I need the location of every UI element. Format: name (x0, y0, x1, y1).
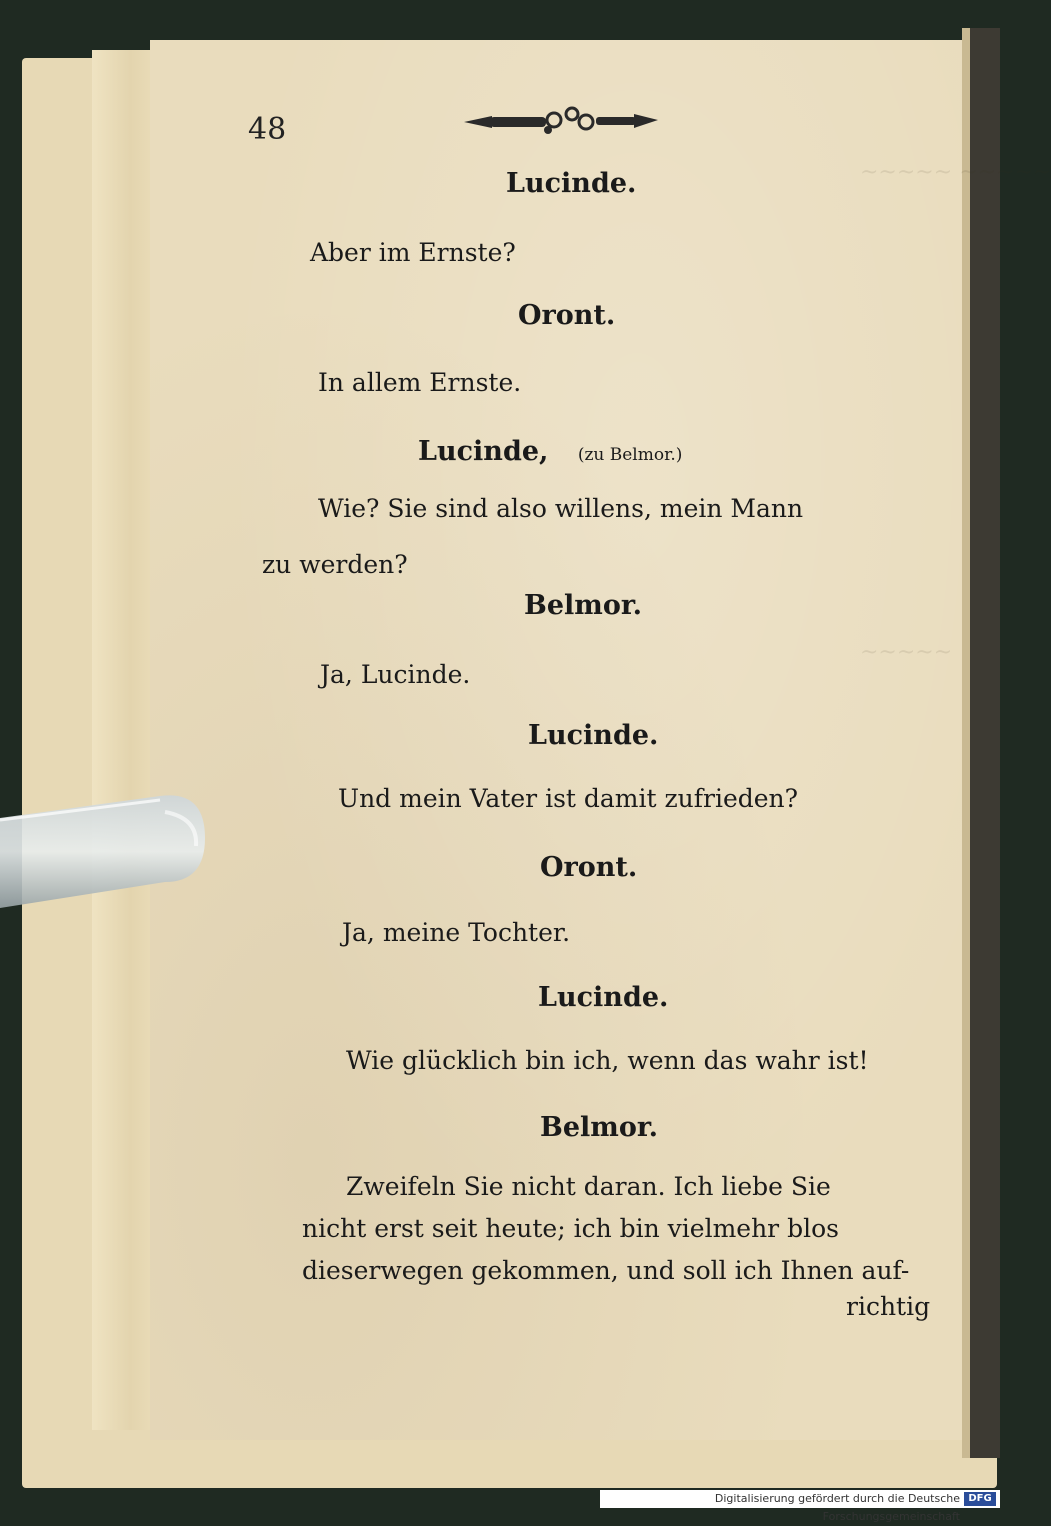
speaker-name: Oront. (518, 300, 616, 331)
speaker-name: Lucinde. (506, 168, 637, 199)
dialogue-line: Wie? Sie sind also willens, mein Mann (318, 494, 804, 523)
dialogue-line: nicht erst seit heute; ich bin vielmehr blos (302, 1214, 839, 1243)
speaker-name (418, 436, 682, 467)
bleed-through-text: ~~~~~ (860, 640, 953, 665)
dialogue-line: Und mein Vater ist damit zufrieden? (338, 784, 799, 813)
dialogue-line: Wie glücklich bin ich, wenn das wahr ist! (346, 1046, 869, 1075)
speaker-name: Lucinde. (528, 720, 659, 751)
dialogue-line: dieserwegen gekommen, und soll ich Ihnen auf- (302, 1256, 910, 1285)
facing-page-strip (962, 28, 970, 1458)
speaker-name: Belmor. (524, 590, 642, 621)
bleed-through-text: ~~~~~ ~~~~~ (860, 160, 1051, 185)
dialogue-line: In allem Ernste. (318, 368, 522, 397)
page-number: 48 (248, 112, 287, 147)
dfg-logo: DFG (964, 1492, 996, 1506)
digitization-credit: Digitalisierung gefördert durch die Deutsche Forschungsgemeinschaft (600, 1490, 1000, 1508)
dialogue-line: Zweifeln Sie nicht daran. Ich liebe Sie (346, 1172, 831, 1201)
dialogue-line: Aber im Ernste? (310, 238, 516, 267)
dialogue-line: Ja, Lucinde. (320, 660, 471, 689)
page-holder-tab (0, 790, 210, 910)
speaker-label: Lucinde, (418, 436, 549, 467)
speaker-name: Belmor. (540, 1112, 658, 1143)
stage-direction: (zu Belmor.) (577, 445, 683, 465)
dialogue-line: zu werden? (262, 550, 408, 579)
page-stack-edge (92, 50, 156, 1430)
dialogue-line: Ja, meine Tochter. (342, 918, 571, 947)
speaker-name: Lucinde. (538, 982, 669, 1013)
catchword: richtig (846, 1292, 931, 1321)
speaker-name: Oront. (540, 852, 638, 883)
printer-ornament-icon (462, 100, 662, 140)
